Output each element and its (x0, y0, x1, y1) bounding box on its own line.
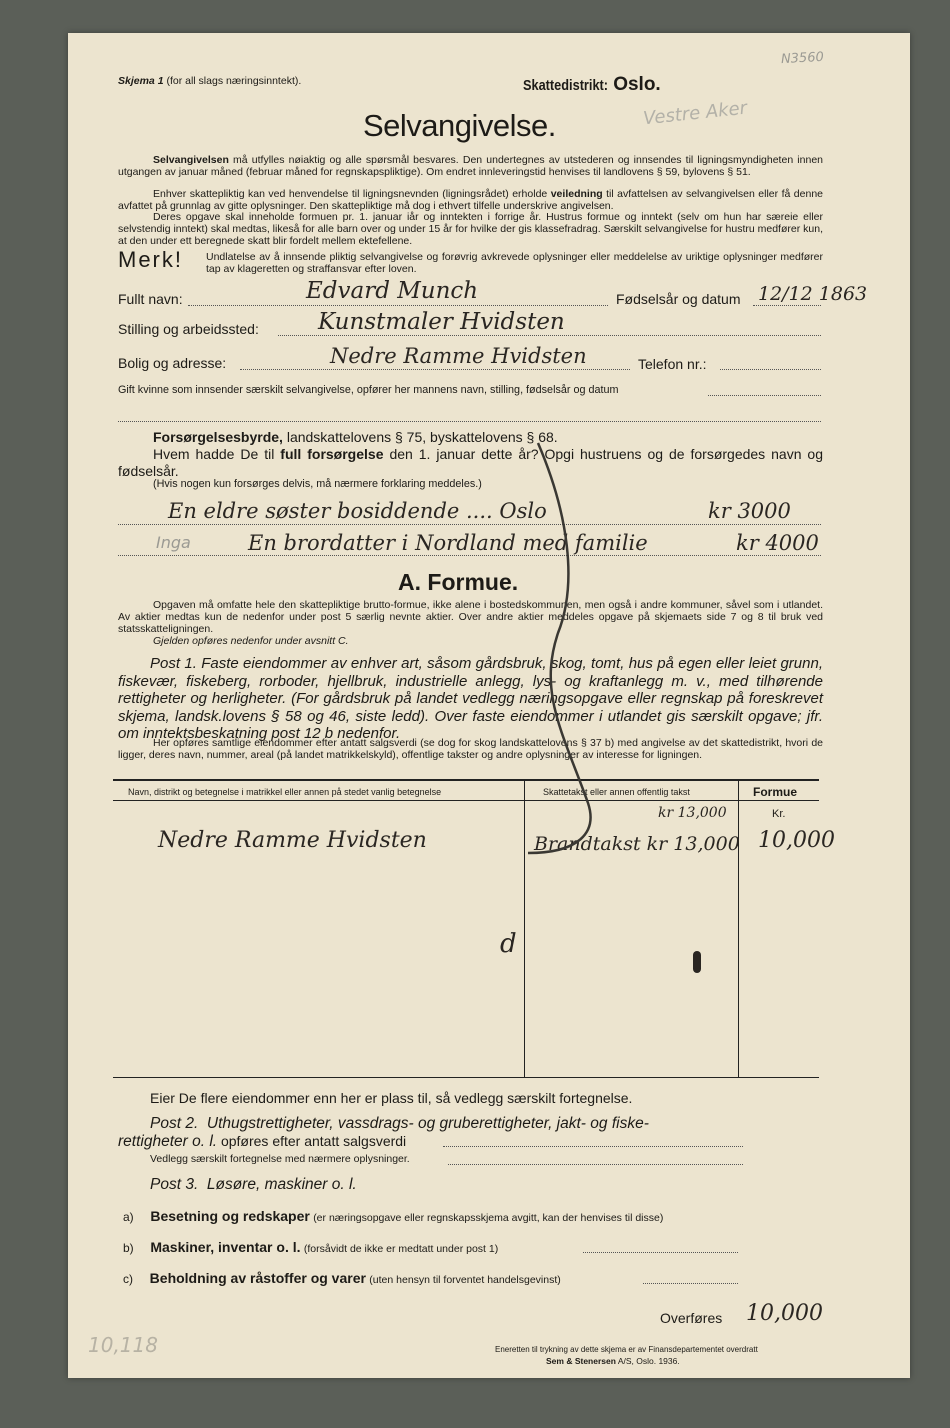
section-a-text: Opgaven må omfatte hele den skattepliktige brutto-formue, ikke alene i bostedskommunen, men også i andre kommuner, såvel som i utlandet. Av aktier medtas kun de nedenfor under post 5 særlig nevnte aktier. Over andre aktier meddeles opgave på skjemaets side 7 og 8 til bruk ved statsskatteligningen. (118, 599, 823, 635)
section-a-title: A. Formue. (398, 569, 519, 595)
post-2-dotline[interactable] (443, 1146, 743, 1147)
merk-text: Undlatelse av å innsende pliktig selvangivelse og forøvrig avkrevede oplysninger eller meddelelse av uriktige oplysninger medfører tap av klageretten og straffansvar efter loven. (206, 251, 823, 275)
support-line-2-pencil: Inga (156, 533, 191, 552)
post-2-line-2: rettigheter o. l. opføres efter antatt salgsverdi (118, 1133, 407, 1150)
name-line[interactable] (188, 305, 608, 306)
district-value: Oslo. (613, 74, 661, 95)
occupation-label: Stilling og arbeidssted: (118, 321, 259, 337)
post-3-c-dotline[interactable] (643, 1283, 738, 1284)
table-col-takst: Skattetakst eller annen offentlig takst (543, 787, 690, 797)
phone-label: Telefon nr.: (638, 356, 707, 372)
post-3-item-c: c) Beholdning av råstoffer og varer (uten hensyn til forventet handelsgevinst) (123, 1270, 561, 1286)
birth-label: Fødselsår og datum (616, 291, 741, 307)
post-1-text: Post 1. Faste eiendommer av enhver art, såsom gårdsbruk, skog, tomt, hus på egen eller leiet grunn, fiskevær, fiskeberg, rorboder, hjellbruk, industrielle anlegg, lys- og kraftanlegg m. v., med tilhørende rettigheter og herligheter. (For gårdsbruk på landet vedlegg næringsopgave eller regnskap på foreskrevet skjema, landsk.lovens § 58 og 46, siste ledd). Over faste eiendommer i utlandet gis særskilt opgave; jfr. om inntektsbeskatning post 12 b nedenfor. (118, 655, 823, 742)
post-3-b-dotline[interactable] (583, 1252, 738, 1253)
section-a-gjelden: Gjelden opføres nedenfor under avsnitt C. (153, 635, 349, 647)
support-line-2: En brordatter i Nordland med familie (248, 531, 648, 555)
married-line-1[interactable] (708, 395, 821, 396)
table-col-divider-2 (738, 779, 739, 1077)
address-value: Nedre Ramme Hvidsten (330, 344, 587, 368)
table-col-name: Navn, distrikt og betegnelse i matrikkel eller annen på stedet vanlig betegnelse (128, 787, 442, 797)
district-pencil-note: Vestre Aker (642, 97, 748, 130)
occupation-line[interactable] (278, 335, 821, 336)
post-3-item-b: b) Maskiner, inventar o. l. (forsåvidt de ikke er medtatt under post 1) (123, 1239, 499, 1255)
occupation-value: Kunstmaler Hvidsten (318, 309, 565, 335)
married-line-2[interactable] (118, 421, 821, 422)
table-col-formue-unit: Kr. (772, 808, 786, 820)
intro-paragraph-3: Deres opgave skal inneholde formuen pr. 1. januar iår og inntekten i forrige år. Hustrus formue og inntekt (selv om hun har særeie eller selvstendig inntekt) skal medtas, likeså for alle barn over og under 15 år for hvilke der gis klassefradrag. Særskilt selvangivelse for hustru medfører kun, at den under ett beregnede skatt blir fordelt mellem ektefellene. (118, 211, 823, 247)
corner-pencil-note: 10,118 (88, 1333, 158, 1357)
table-bottom-rule (113, 1077, 819, 1078)
archive-number: N3560 (780, 49, 825, 68)
address-label: Bolig og adresse: (118, 355, 227, 371)
property-formue: 10,000 (758, 828, 835, 853)
post-3-item-a: a) Besetning og redskaper (er næringsopgave eller regnskapsskjema avgitt, kan der henvises til disse) (123, 1208, 664, 1224)
table-header-rule (113, 800, 819, 801)
birth-line[interactable] (753, 305, 821, 306)
pencil-bracket-mark (468, 433, 668, 913)
footer-line-2: Sem & Stenersen A/S, Oslo. 1936. (546, 1356, 680, 1366)
phone-line[interactable] (720, 369, 821, 370)
property-takst: Brandtakst kr 13,000 (534, 833, 740, 855)
overfores-label: Overføres (660, 1310, 723, 1326)
support-note: (Hvis nogen kun forsørges delvis, må nærmere forklaring meddeles.) (153, 478, 482, 490)
married-label: Gift kvinne som innsender særskilt selvangivelse, opfører her mannens navn, stilling, fødselsår og datum (118, 384, 619, 396)
support-line-1-amount: kr 3000 (708, 499, 791, 523)
footer-line-1: Eneretten til trykning av dette skjema er av Finansdepartementet overdratt (495, 1345, 758, 1354)
property-name: Nedre Ramme Hvidsten (158, 828, 427, 853)
merk-word: Merk! (118, 247, 183, 272)
ink-mark-2 (693, 951, 701, 973)
table-col-formue: Formue (753, 785, 798, 799)
support-line-2-amount: kr 4000 (736, 531, 819, 555)
schema-note: (for all slags næringsinntekt). (166, 75, 302, 87)
post-2-note-dotline[interactable] (448, 1164, 743, 1165)
support-line-1: En eldre søster bosiddende .... Oslo (168, 499, 547, 523)
overfores-value: 10,000 (746, 1301, 823, 1326)
intro-paragraph-2: Enhver skattepliktig kan ved henvendelse til ligningsnevnden (ligningsrådet) erholde veiledning til avfattelsen av selvangivelsen eller få denne avfattet på grunnlag av gitte oplysninger. Den skattepliktige må dog i ethvert tilfelle underskrive angivelsen. (118, 188, 823, 212)
name-label: Fullt navn: (118, 291, 183, 307)
more-property-note: Eier De flere eiendommer enn her er plass til, så vedlegg særskilt fortegnelse. (150, 1090, 633, 1106)
schema-label: Skjema 1 (118, 75, 164, 87)
birth-value: 12/12 1863 (758, 283, 868, 305)
post-2-line-1: Post 2. Uthugstrettigheter, vassdrags- og gruberettigheter, jakt- og fiske- (150, 1115, 649, 1132)
property-takst-top: kr 13,000 (658, 805, 727, 821)
page-title: Selvangivelse. (363, 108, 556, 143)
table-top-rule (113, 779, 819, 781)
post-1-note: Her opføres samtlige eiendommer efter antatt salgsverdi (se dog for skog landskattelovens § 37 b) med angivelse av det skattedistrikt, hvori de ligger, deres navn, nummer, areal (på landet matrikkelskyld), offentlige takster og andre oplysninger av interesse for ligningen. (118, 737, 823, 761)
support-question: Hvem hadde De til full forsørgelse den 1. januar dette år? Opgi hustruens og de forsørgedes navn og fødselsår. (118, 446, 824, 479)
post-3-heading: Post 3. Løsøre, maskiner o. l. (150, 1176, 357, 1193)
schema-header (118, 75, 301, 87)
address-line[interactable] (240, 369, 630, 370)
name-value: Edvard Munch (306, 278, 479, 304)
post-2-note: Vedlegg særskilt fortegnelse med nærmere oplysninger. (150, 1153, 410, 1165)
intro-paragraph-1: Selvangivelsen må utfylles nøiaktig og alle spørsmål besvares. Den undertegnes av utstederen og innsendes til ligningsmyndigheten innen utgangen av januar måned (februar måned for regnskapspliktige). Om endret innleveringstid henvises til landlovens § 59, bylovens § 51. (118, 154, 823, 178)
ink-mark-1: d (500, 929, 517, 959)
support-heading: Forsørgelsesbyrde, landskattelovens § 75, byskattelovens § 68. (153, 429, 558, 445)
tax-form-page (68, 33, 910, 1378)
district-label: Skattedistrikt: (523, 77, 609, 94)
district-header (523, 74, 661, 96)
